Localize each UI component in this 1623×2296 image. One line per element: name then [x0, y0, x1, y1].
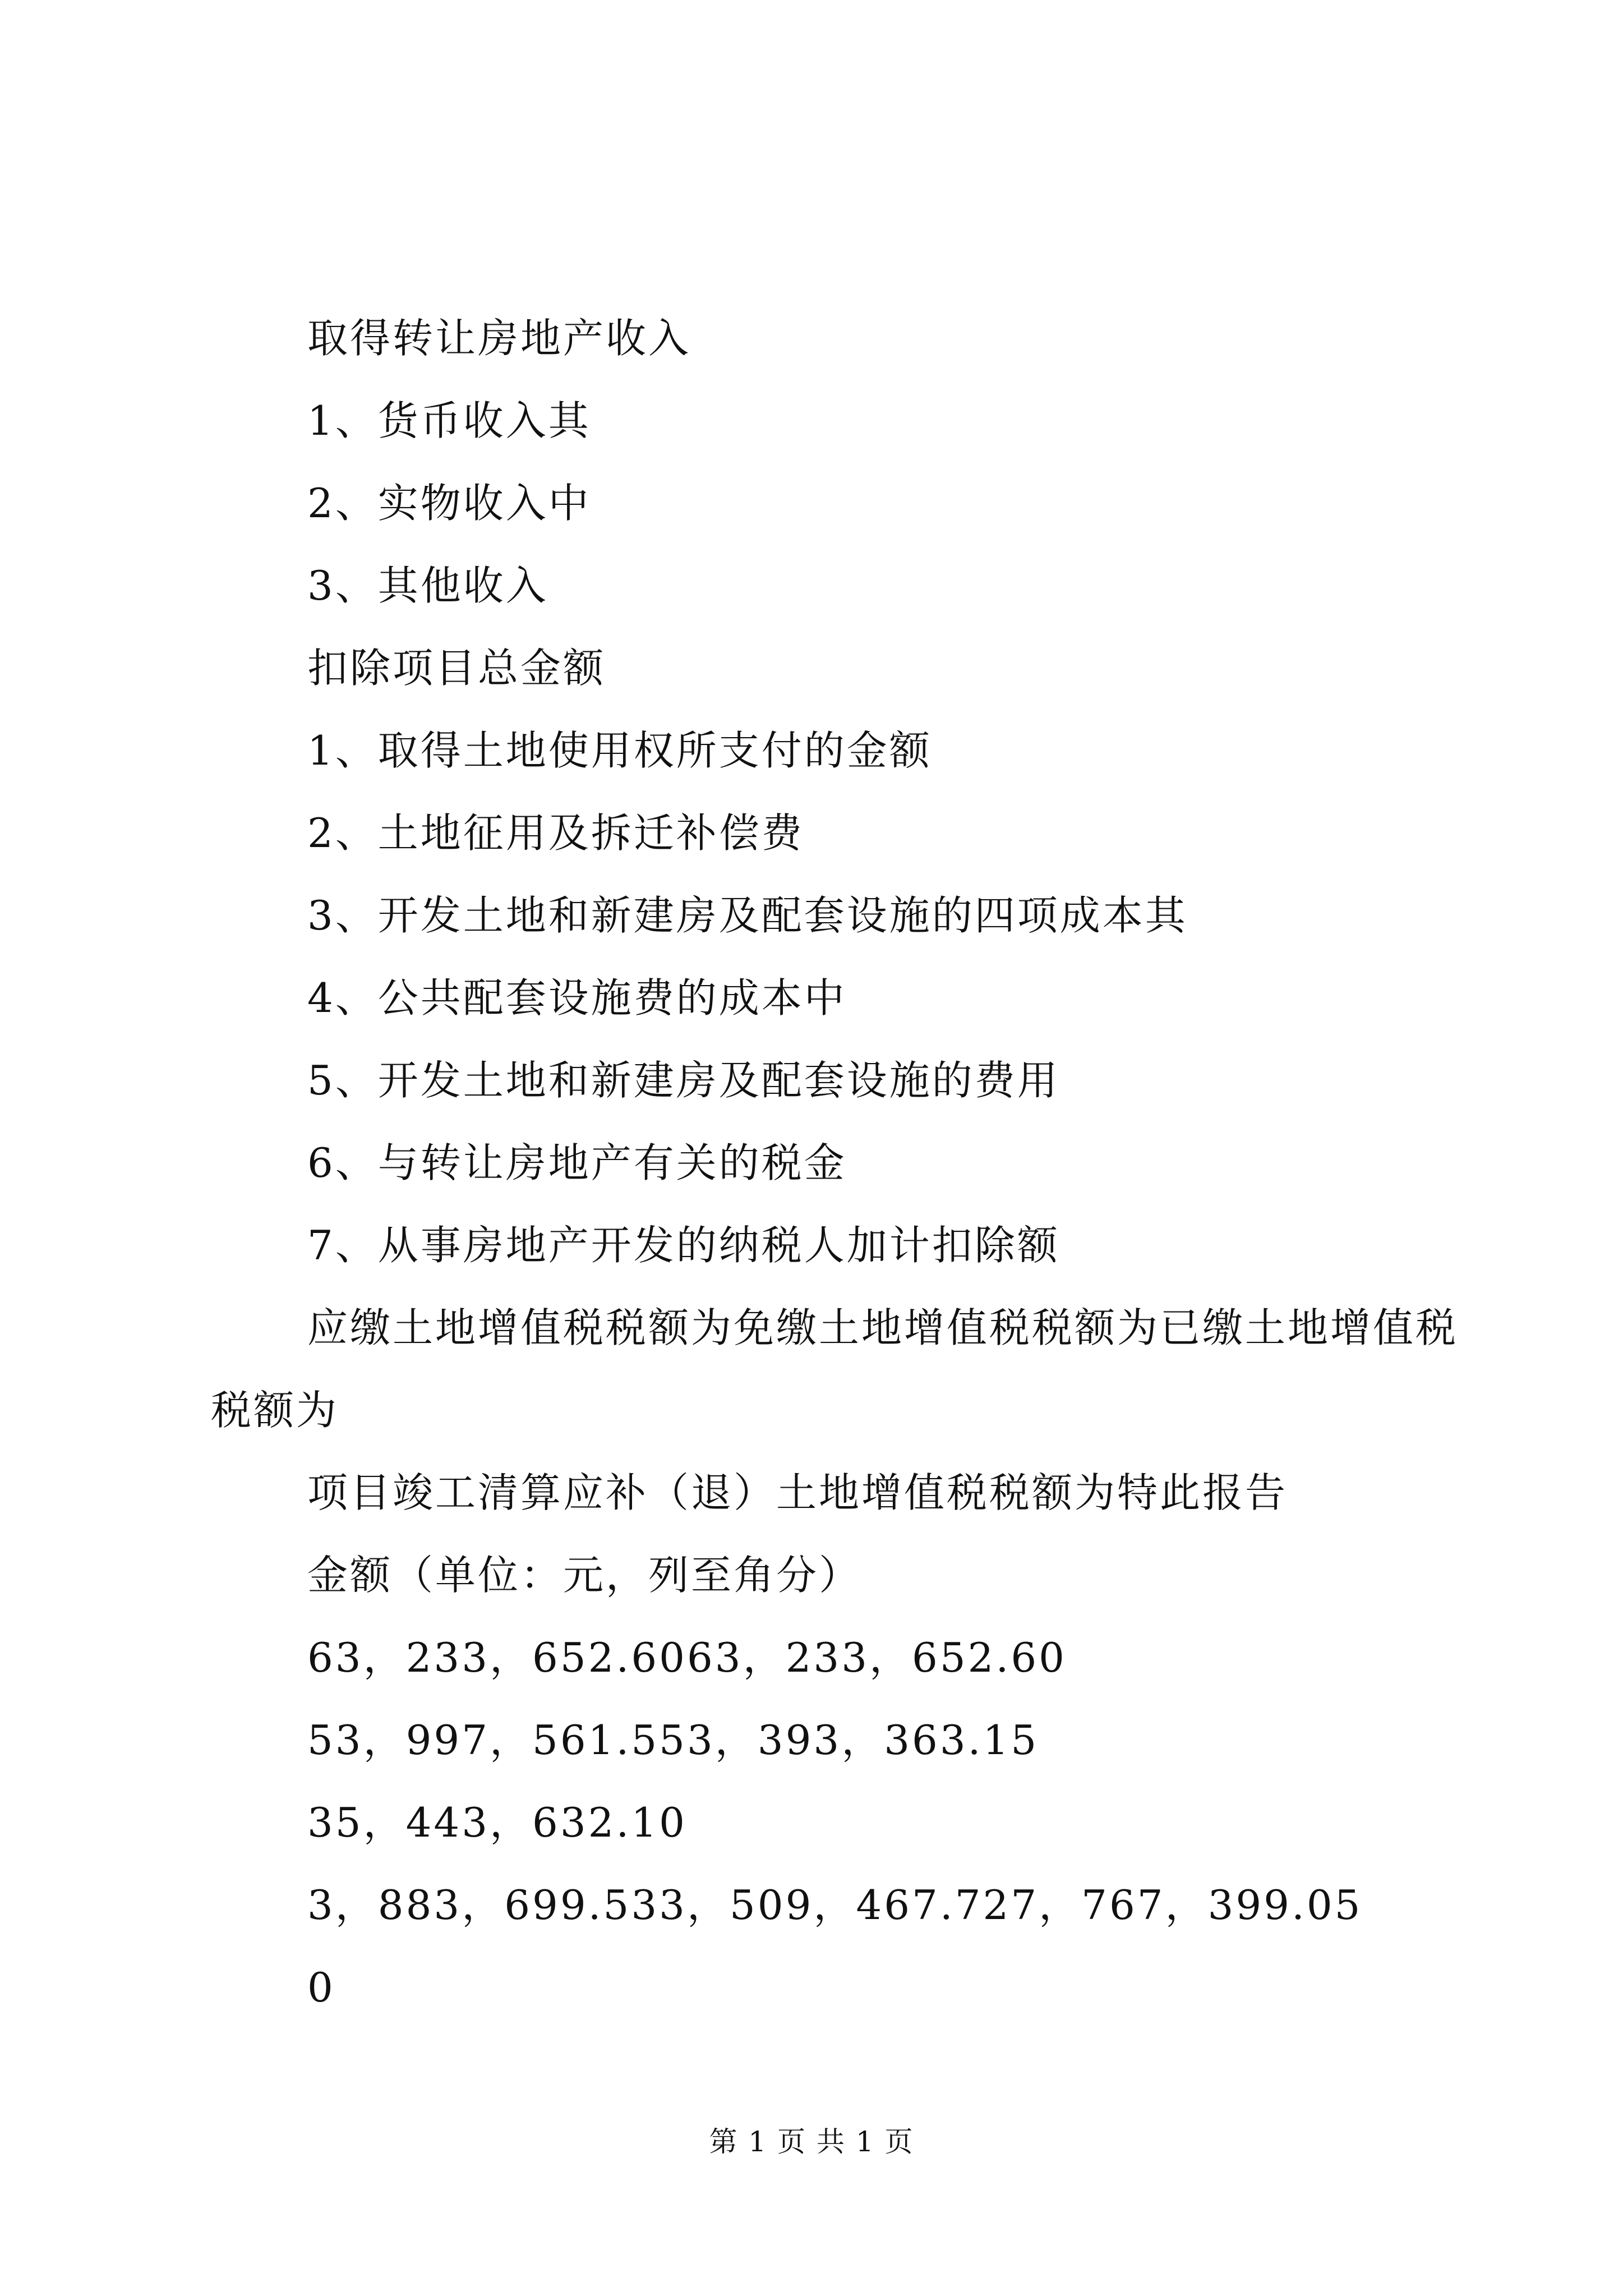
- deduction-item-4: 4、公共配套设施费的成本中: [307, 974, 847, 1022]
- income-item-3: 3、其他收入: [307, 562, 548, 609]
- amount-line-3: 35，443，632.10: [307, 1799, 687, 1846]
- amount-line-5: 0: [307, 1964, 335, 2011]
- heading-deductions: 扣除项目总金额: [307, 645, 606, 692]
- amount-unit-note: 金额（单位：元，列至角分）: [307, 1552, 862, 1599]
- heading-income: 取得转让房地产收入: [307, 315, 691, 362]
- deduction-item-6: 6、与转让房地产有关的税金: [307, 1139, 847, 1186]
- deduction-item-1: 1、取得土地使用权所支付的金额: [307, 727, 932, 774]
- amount-line-4: 3，883，699.533，509，467.727，767，399.05: [307, 1881, 1363, 1929]
- document-body: [211, 297, 1467, 2029]
- settlement-paragraph: 项目竣工清算应补（退）土地增值税税额为特此报告: [307, 1469, 1288, 1516]
- tax-amount-paragraph: 应缴土地增值税税额为免缴土地增值税税额为已缴土地增值税税额为: [211, 1304, 1459, 1434]
- amount-line-1: 63，233，652.6063，233，652.60: [307, 1634, 1067, 1681]
- income-item-2: 2、实物收入中: [307, 480, 591, 527]
- page-footer: 第 1 页 共 1 页: [709, 2125, 914, 2158]
- deduction-item-3: 3、开发土地和新建房及配套设施的四项成本其: [307, 892, 1188, 939]
- income-item-1: 1、货币收入其: [307, 397, 591, 444]
- deduction-item-5: 5、开发土地和新建房及配套设施的费用: [307, 1057, 1060, 1104]
- deduction-item-7: 7、从事房地产开发的纳税人加计扣除额: [307, 1222, 1060, 1269]
- deduction-item-2: 2、土地征用及拆迁补偿费: [307, 809, 804, 857]
- amount-line-2: 53，997，561.553，393，363.15: [307, 1717, 1039, 1764]
